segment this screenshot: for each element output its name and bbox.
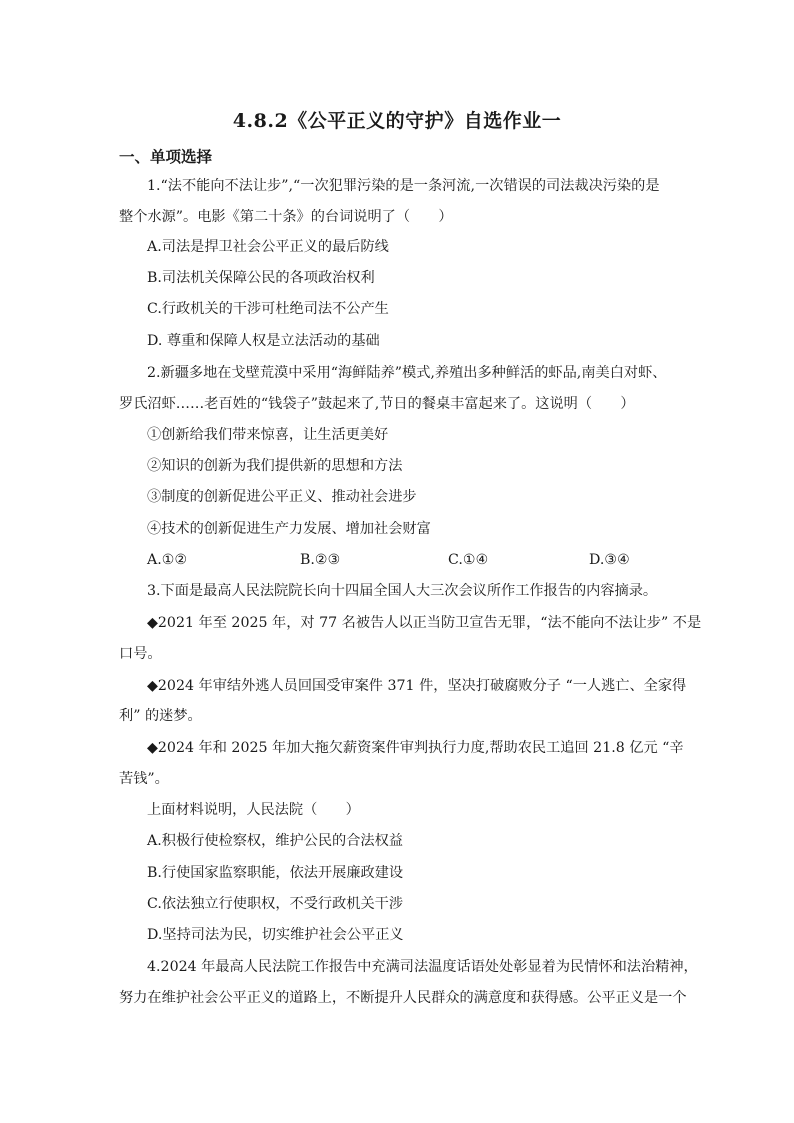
q2-option-d: D.③④ — [589, 552, 630, 568]
q3-bullet1-line1: ◆2021 年至 2025 年，对 77 名被告人以正当防卫宣告无罪，“法不能向不法让步” 不是 — [147, 615, 702, 631]
q4-stem-line1: 4.2024 年最高人民法院工作报告中充满司法温度话语处处彰显着为民情怀和法治精神， — [147, 959, 698, 975]
q1-option-d: D. 尊重和保障人权是立法活动的基础 — [147, 333, 380, 349]
q3-bullet3-line2: 苦钱”。 — [119, 771, 169, 787]
q3-option-c: C.依法独立行使职权，不受行政机关干涉 — [147, 896, 404, 912]
q1-option-c: C.行政机关的干涉可杜绝司法不公产生 — [147, 301, 389, 317]
q2-stem-line1: 2.新疆多地在戈壁荒漠中采用“海鲜陆养”模式,养殖出多种鲜活的虾品,南美白对虾、 — [147, 365, 667, 381]
q3-option-d: D.坚持司法为民，切实维护社会公平正义 — [147, 927, 404, 943]
section-heading: 一、单项选择 — [119, 147, 213, 166]
document-title: 4.8.2《公平正义的守护》自选作业一 — [232, 110, 562, 132]
q3-stem: 上面材料说明，人民法院（ ） — [147, 802, 360, 818]
q2-statement-3: ③制度的创新促进公平正义、推动社会进步 — [147, 489, 417, 505]
q2-stem-line2: 罗氏沼虾……老百姓的“钱袋子”鼓起来了,节日的餐桌丰富起来了。这说明（ ） — [119, 396, 635, 412]
q3-bullet2-line1: ◆2024 年审结外逃人员回国受审案件 371 件，坚决打破腐败分子 “一人逃亡、全家得 — [147, 678, 687, 694]
q3-bullet3-line1: ◆2024 年和 2025 年加大拖欠薪资案件审判执行力度,帮助农民工追回 21.8 亿元 “辛 — [147, 740, 684, 756]
q2-option-c: C.①④ — [448, 552, 489, 568]
q2-option-b: B.②③ — [300, 552, 341, 568]
q4-stem-line2: 努力在维护社会公平正义的道路上，不断提升人民群众的满意度和获得感。公平正义是一个 — [119, 990, 687, 1006]
q3-option-b: B.行使国家监察职能，依法开展廉政建设 — [147, 865, 404, 881]
q3-intro: 3.下面是最高人民法院院长向十四届全国人大三次会议所作工作报告的内容摘录。 — [147, 583, 658, 599]
q2-statement-1: ①创新给我们带来惊喜，让生活更美好 — [147, 427, 389, 443]
q1-option-b: B.司法机关保障公民的各项政治权利 — [147, 270, 375, 286]
q2-statement-4: ④技术的创新促进生产力发展、增加社会财富 — [147, 521, 431, 537]
q3-bullet2-line2: 利” 的迷梦。 — [119, 708, 202, 724]
q2-option-a: A.①② — [147, 552, 188, 568]
q1-stem-line1: 1.“法不能向不法让步”,“一次犯罪污染的是一条河流,一次错误的司法裁决污染的是 — [147, 178, 660, 194]
q3-bullet1-line2: 口号。 — [119, 646, 162, 662]
q3-option-a: A.积极行使检察权，维护公民的合法权益 — [147, 833, 403, 849]
q1-option-a: A.司法是捍卫社会公平正义的最后防线 — [147, 239, 389, 255]
q1-stem-line2: 整个水源”。电影《第二十条》的台词说明了（ ） — [119, 209, 453, 225]
q2-statement-2: ②知识的创新为我们提供新的思想和方法 — [147, 458, 403, 474]
